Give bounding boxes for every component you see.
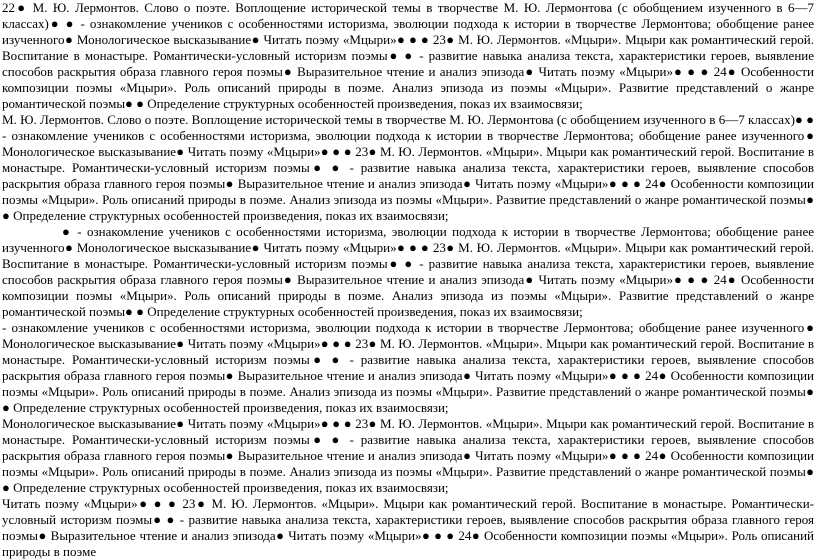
text-paragraph: Монологическое высказывание● Читать поэму «Мцыри»● ● ● 23● М. Ю. Лермонтов. «Мцыри». Мцыри как романтический герой. Воспитание в монастыре. Романтически-условный историзм поэмы● ● - развитие навыка анализа текста, характеристики героев, выявление способов раскрытия образа главного героя поэмы● Выразительное чтение и анализ эпизода● Читать поэму «Мцыри»● ● ● 24● Особенности композиции поэмы «Мцыри». Роль описаний природы в поэме. Анализ эпизода из поэмы «Мцыри». Развитие представлений о жанре романтической поэмы● ● Определение структурных особенностей произведения, показ их взаимосвязи;	[2, 416, 814, 495]
document-body	[2, 0, 814, 560]
text-paragraph: 22● М. Ю. Лермонтов. Слово о поэте. Воплощение исторической темы в творчестве М. Ю. Лермонтова (с обобщением изученного в 6—7 классах)● ● - ознакомление учеников с особенностями историзма, эволюции подхода к истории в творчестве Лермонтова; обобщение ранее изученного● Монологическое высказывание● Читать поэму «Мцыри»● ● ● 23● М. Ю. Лермонтов. «Мцыри». Мцыри как романтический герой. Воспитание в монастыре. Романтически-условный историзм поэмы● ● - развитие навыка анализа текста, характеристики героев, выявление способов раскрытия образа главного героя поэмы● Выразительное чтение и анализ эпизода● Читать поэму «Мцыри»● ● ● 24● Особенности композиции поэмы «Мцыри». Роль описаний природы в поэме. Анализ эпизода из поэмы «Мцыри». Развитие представлений о жанре романтической поэмы● ● Определение структурных особенностей произведения, показ их взаимосвязи;	[2, 0, 814, 111]
text-paragraph: ● - ознакомление учеников с особенностями историзма, эволюции подхода к истории в творчестве Лермонтова; обобщение ранее изученного● Монологическое высказывание● Читать поэму «Мцыри»● ● ● 23● М. Ю. Лермонтов. «Мцыри». Мцыри как романтический герой. Воспитание в монастыре. Романтически-условный историзм поэмы● ● - развитие навыка анализа текста, характеристики героев, выявление способов раскрытия образа главного героя поэмы● Выразительное чтение и анализ эпизода● Читать поэму «Мцыри»● ● ● 24● Особенности композиции поэмы «Мцыри». Роль описаний природы в поэме. Анализ эпизода из поэмы «Мцыри». Развитие представлений о жанре романтической поэмы● ● Определение структурных особенностей произведения, показ их взаимосвязи;	[2, 224, 814, 319]
text-paragraph: - ознакомление учеников с особенностями историзма, эволюции подхода к истории в творчестве Лермонтова; обобщение ранее изученного● Монологическое высказывание● Читать поэму «Мцыри»● ● ● 23● М. Ю. Лермонтов. «Мцыри». Мцыри как романтический герой. Воспитание в монастыре. Романтически-условный историзм поэмы● ● - развитие навыка анализа текста, характеристики героев, выявление способов раскрытия образа главного героя поэмы● Выразительное чтение и анализ эпизода● Читать поэму «Мцыри»● ● ● 24● Особенности композиции поэмы «Мцыри». Роль описаний природы в поэме. Анализ эпизода из поэмы «Мцыри». Развитие представлений о жанре романтической поэмы● ● Определение структурных особенностей произведения, показ их взаимосвязи;	[2, 320, 814, 415]
text-paragraph: Читать поэму «Мцыри»● ● ● 23● М. Ю. Лермонтов. «Мцыри». Мцыри как романтический герой. Воспитание в монастыре. Романтически-условный историзм поэмы● ● - развитие навыка анализа текста, характеристики героев, выявление способов раскрытия образа главного героя поэмы● Выразительное чтение и анализ эпизода● Читать поэму «Мцыри»● ● ● 24● Особенности композиции поэмы «Мцыри». Роль описаний природы в поэме	[2, 496, 814, 559]
text-paragraph: М. Ю. Лермонтов. Слово о поэте. Воплощение исторической темы в творчестве М. Ю. Лермонтова (с обобщением изученного в 6—7 классах)● ● - ознакомление учеников с особенностями историзма, эволюции подхода к истории в творчестве Лермонтова; обобщение ранее изученного● Монологическое высказывание● Читать поэму «Мцыри»● ● ● 23● М. Ю. Лермонтов. «Мцыри». Мцыри как романтический герой. Воспитание в монастыре. Романтически-условный историзм поэмы● ● - развитие навыка анализа текста, характеристики героев, выявление способов раскрытия образа главного героя поэмы● Выразительное чтение и анализ эпизода● Читать поэму «Мцыри»● ● ● 24● Особенности композиции поэмы «Мцыри». Роль описаний природы в поэме. Анализ эпизода из поэмы «Мцыри». Развитие представлений о жанре романтической поэмы● ● Определение структурных особенностей произведения, показ их взаимосвязи;	[2, 112, 814, 223]
